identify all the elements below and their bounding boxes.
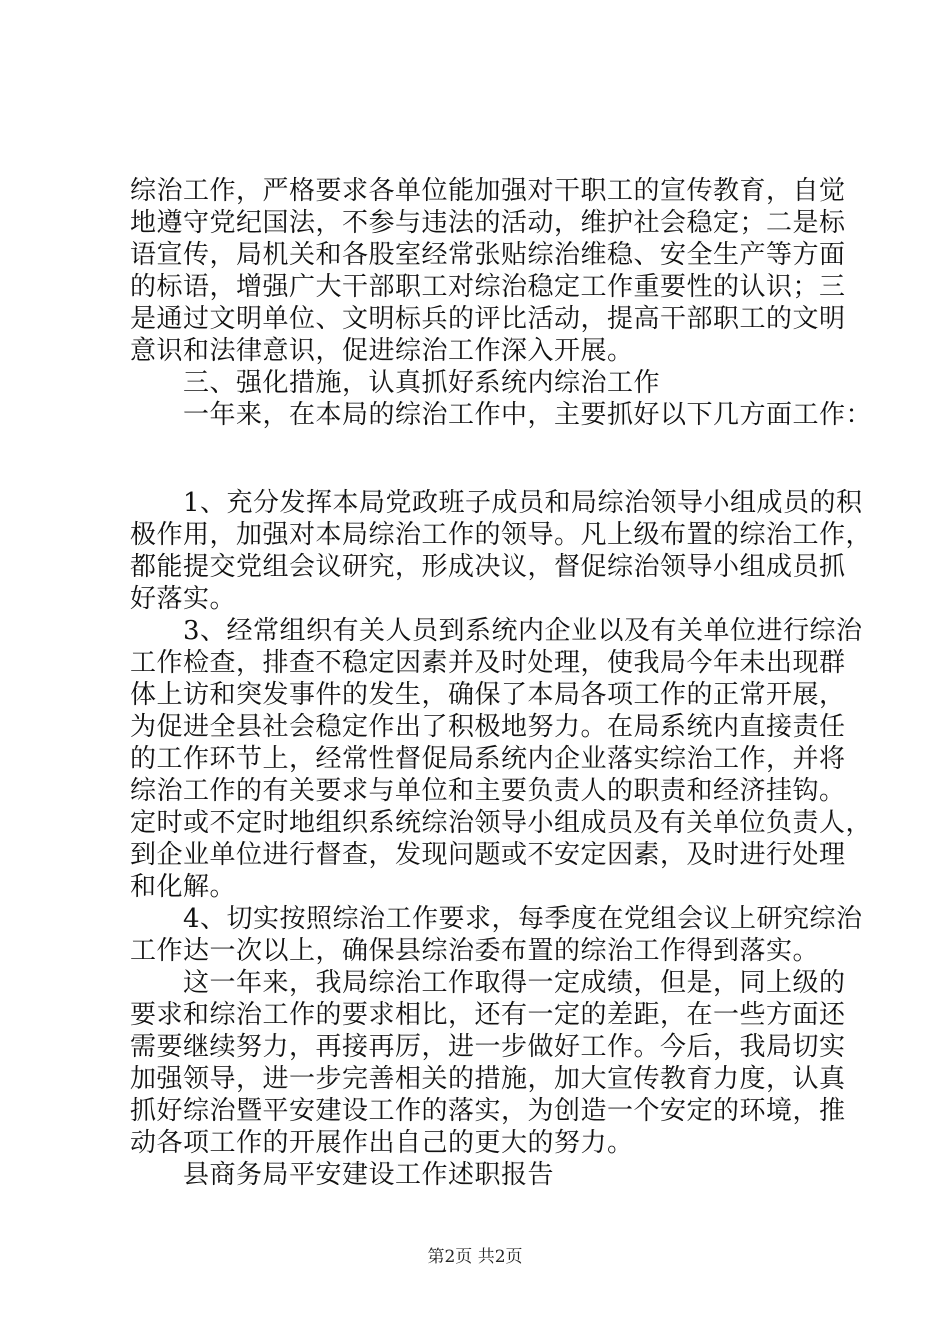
text-line: 定时或不定时地组织系统综治领导小组成员及有关单位负责人， xyxy=(130,808,873,838)
text-line: 动各项工作的开展作出自己的更大的努力。 xyxy=(130,1128,634,1158)
text-line: 的标语，增强广大干部职工对综治稳定工作重要性的认识；三 xyxy=(130,272,846,302)
text-line: 地遵守党纪国法，不参与违法的活动，维护社会稳定；二是标 xyxy=(130,208,846,238)
text-line: 抓好综治暨平安建设工作的落实，为创造一个安定的环境，推 xyxy=(130,1096,846,1126)
paragraph-gap xyxy=(130,431,830,487)
section-heading: 三、强化措施，认真抓好系统内综治工作 xyxy=(130,368,661,398)
page-number-label: 第2页 共2页 xyxy=(427,1247,523,1267)
text-line: 体上访和突发事件的发生，确保了本局各项工作的正常开展， xyxy=(130,680,846,710)
text-line: 和化解。 xyxy=(130,872,237,902)
text-line: 一年来，在本局的综治工作中，主要抓好以下几方面工作： xyxy=(130,400,873,430)
text-line: 是通过文明单位、文明标兵的评比活动，提高干部职工的文明 xyxy=(130,304,846,334)
text-line: 的工作环节上，经常性督促局系统内企业落实综治工作，并将 xyxy=(130,744,846,774)
document-body xyxy=(130,175,873,1191)
text-line: 为促进全县社会稳定作出了积极地努力。在局系统内直接责任 xyxy=(130,712,846,742)
text-line: 要求和综治工作的要求相比，还有一定的差距，在一些方面还 xyxy=(130,1000,846,1030)
text-line: 极作用，加强对本局综治工作的领导。凡上级布置的综治工作， xyxy=(130,520,873,550)
text-line: 1、充分发挥本局党政班子成员和局综治领导小组成员的积 xyxy=(130,488,863,518)
text-line: 到企业单位进行督查，发现问题或不安定因素，及时进行处理 xyxy=(130,840,846,870)
text-line: 这一年来，我局综治工作取得一定成绩，但是，同上级的 xyxy=(130,968,846,998)
text-line: 综治工作的有关要求与单位和主要负责人的职责和经济挂钩。 xyxy=(130,776,846,806)
page-footer xyxy=(0,1245,950,1269)
text-line: 工作达一次以上，确保县综治委布置的综治工作得到落实。 xyxy=(130,936,820,966)
text-line: 需要继续努力，再接再厉，进一步做好工作。今后，我局切实 xyxy=(130,1032,846,1062)
report-title-line: 县商务局平安建设工作述职报告 xyxy=(130,1160,555,1190)
text-line: 都能提交党组会议研究，形成决议，督促综治领导小组成员抓 xyxy=(130,552,846,582)
text-line: 好落实。 xyxy=(130,584,237,614)
text-line: 工作检查，排查不稳定因素并及时处理，使我局今年未出现群 xyxy=(130,648,846,678)
text-line: 4、切实按照综治工作要求，每季度在党组会议上研究综治 xyxy=(130,904,863,934)
text-line: 语宣传，局机关和各股室经常张贴综治维稳、安全生产等方面 xyxy=(130,240,846,270)
text-line: 综治工作，严格要求各单位能加强对干职工的宣传教育，自觉 xyxy=(130,176,846,206)
text-line: 意识和法律意识，促进综治工作深入开展。 xyxy=(130,336,634,366)
text-line: 3、经常组织有关人员到系统内企业以及有关单位进行综治 xyxy=(130,616,863,646)
text-line: 加强领导，进一步完善相关的措施，加大宣传教育力度，认真 xyxy=(130,1064,846,1094)
